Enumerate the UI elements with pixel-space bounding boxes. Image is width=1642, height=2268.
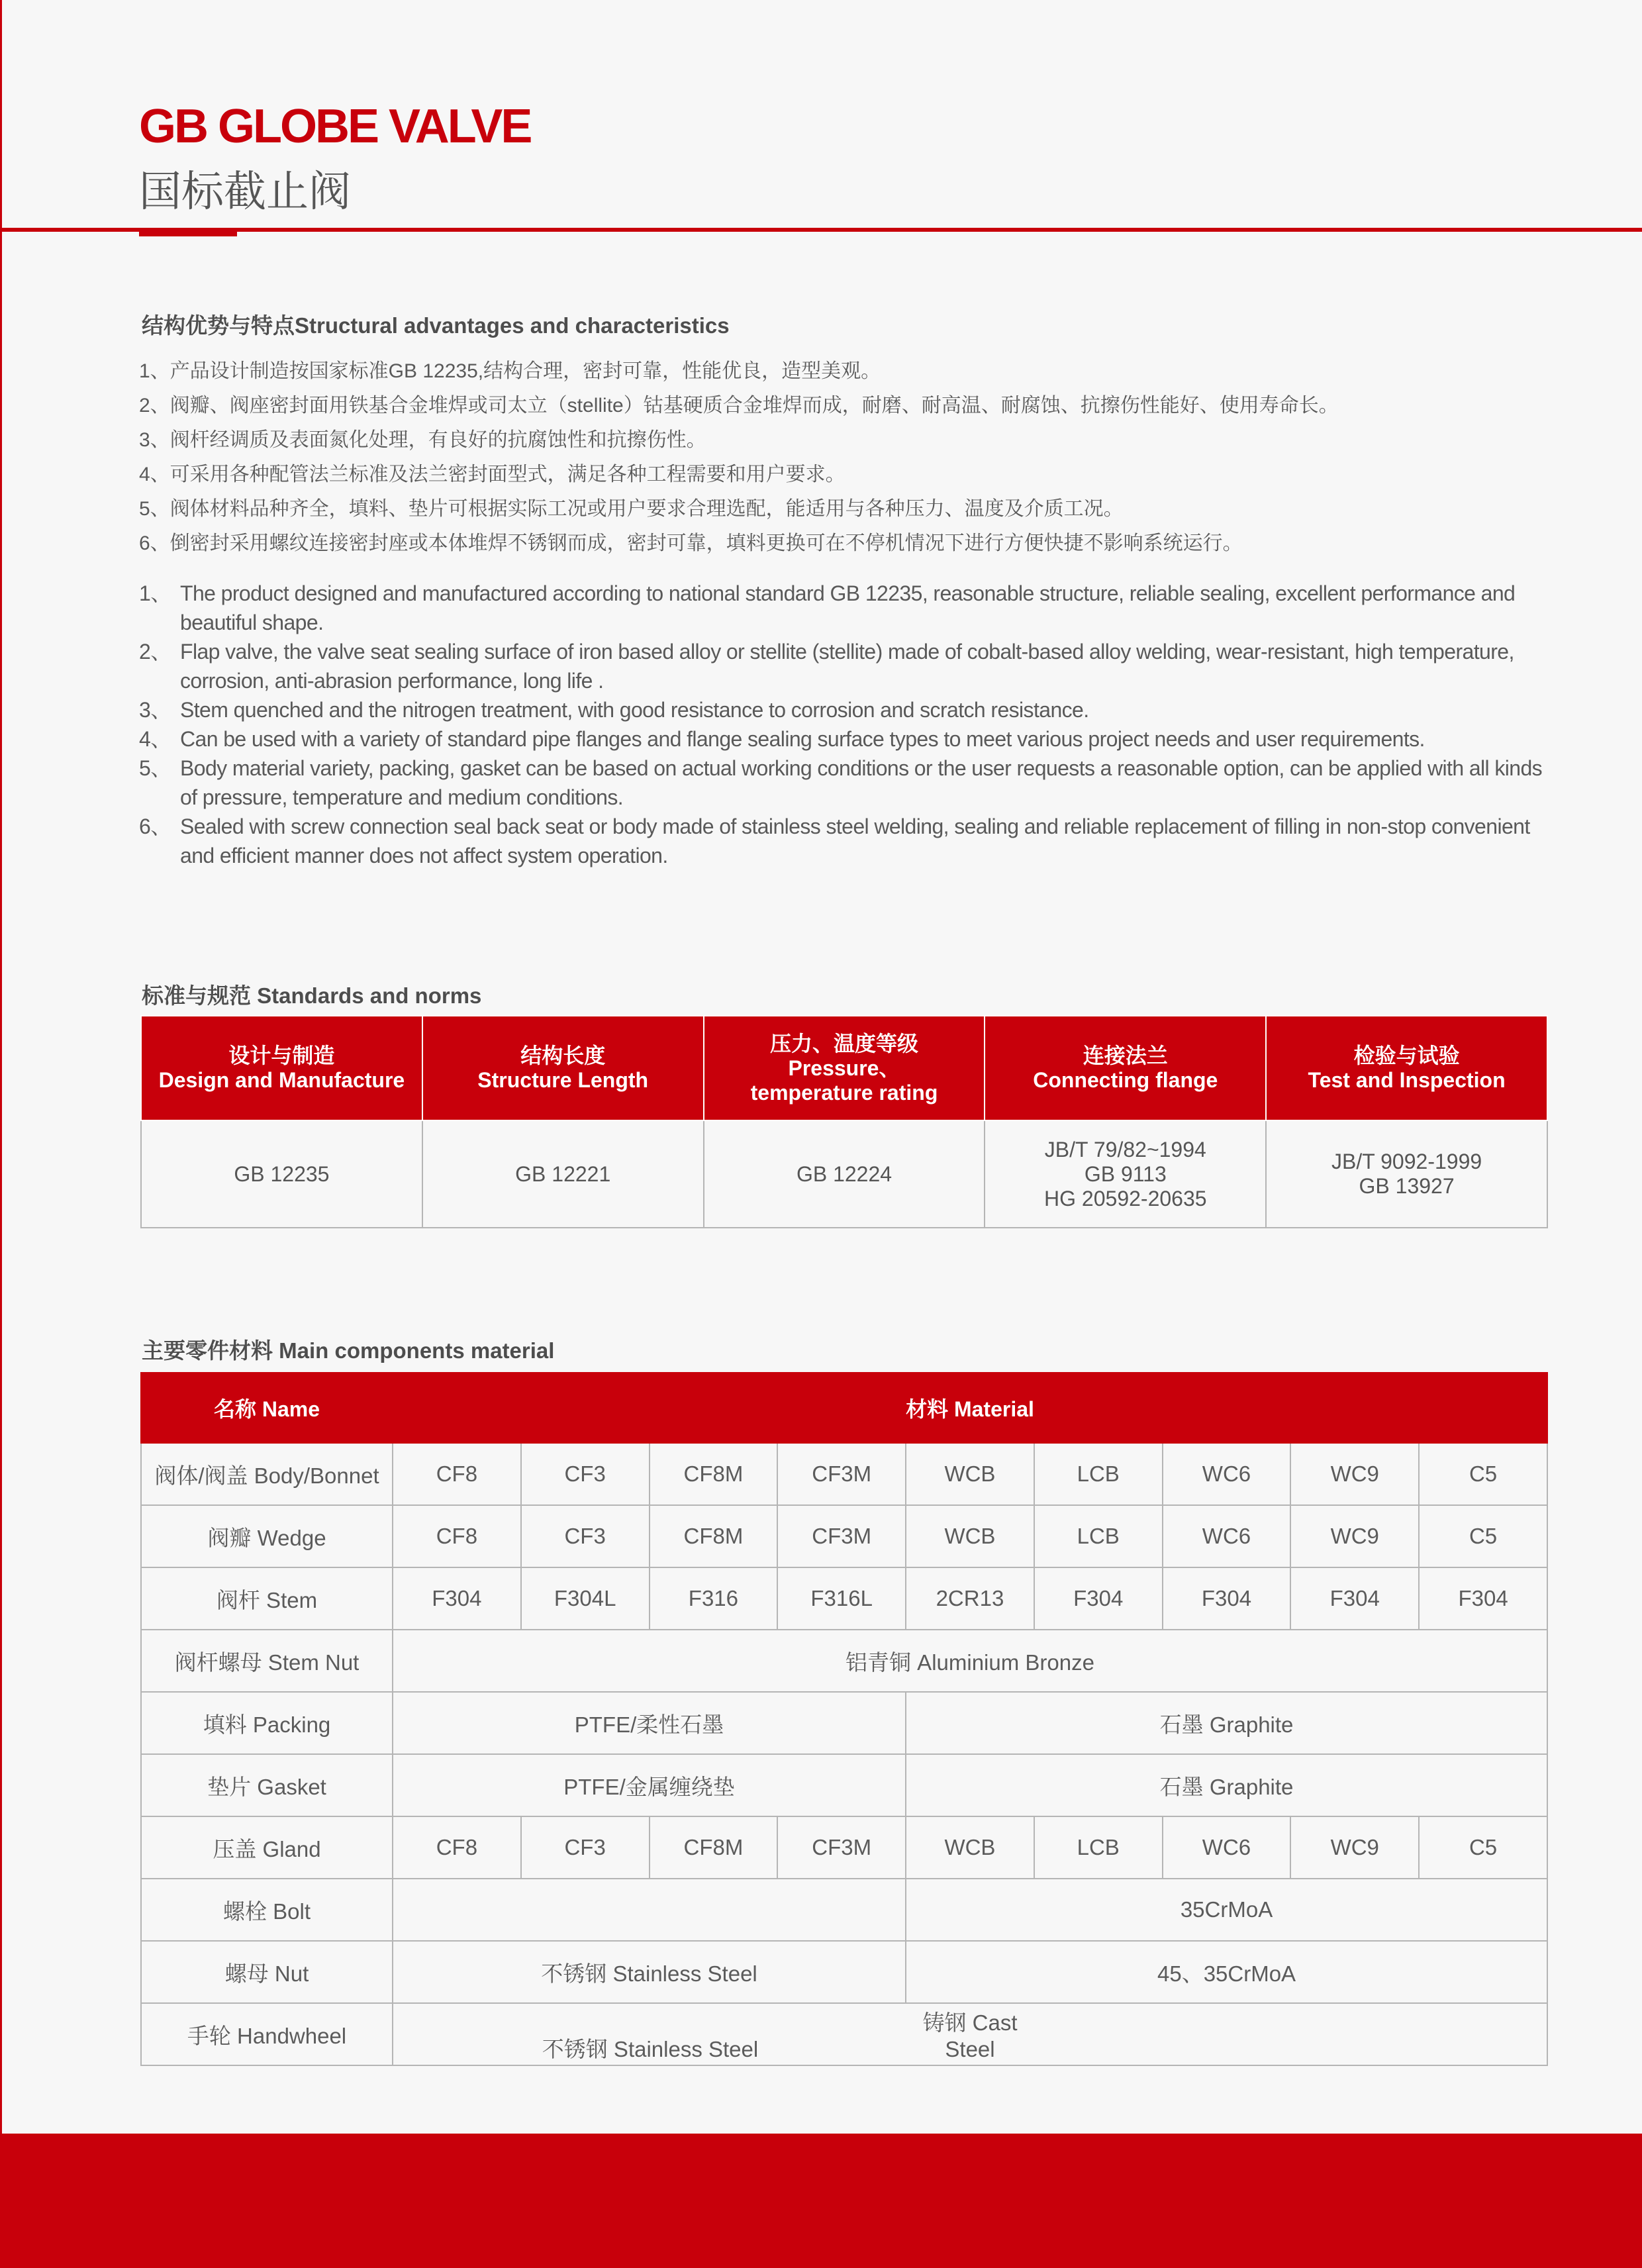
feature-en-item	[139, 724, 1549, 754]
material-cell: LCB	[1034, 1505, 1163, 1567]
feature-cn-item: 4、可采用各种配管法兰标准及法兰密封面型式，满足各种工程需要和用户要求。	[139, 464, 845, 485]
material-cell: 石墨 Graphite	[906, 1692, 1547, 1754]
item-number: 1、	[139, 581, 171, 605]
standards-table	[140, 1015, 1548, 1228]
std-value	[985, 1120, 1266, 1228]
feature-en-item	[139, 637, 1549, 695]
col-cn: 结构长度	[520, 1044, 606, 1067]
header-rule-accent	[139, 228, 237, 236]
features-heading: 结构优势与特点Structural advantages and characteristics	[142, 313, 730, 338]
material-cell: WC6	[1163, 1505, 1291, 1567]
material-cell: C5	[1419, 1505, 1547, 1567]
material-cell-empty	[393, 1879, 906, 1941]
table-row	[141, 1567, 1547, 1630]
material-cell: CF3	[521, 1505, 650, 1567]
material-cell: F304L	[521, 1567, 650, 1630]
material-cell: C5	[1419, 1443, 1547, 1505]
col-cn: 检验与试验	[1353, 1044, 1460, 1067]
material-cell: CF3M	[777, 1443, 906, 1505]
col-en: Pressure、	[788, 1056, 900, 1080]
features-en-list	[139, 579, 1549, 870]
row-label: 压盖 Gland	[141, 1816, 393, 1879]
table-row	[141, 1941, 1547, 2003]
features-cn-list	[139, 356, 1543, 563]
material-cell: CF8M	[650, 1505, 778, 1567]
item-number: 5、	[139, 756, 171, 780]
material-cell: CF8M	[650, 1443, 778, 1505]
table-row	[141, 1630, 1547, 1692]
col-en: Design and Manufacture	[158, 1068, 405, 1092]
material-cell: WC9	[1290, 1505, 1419, 1567]
table-row	[141, 1754, 1547, 1816]
material-cell: F316L	[777, 1567, 906, 1630]
std-line: HG 20592-20635	[1044, 1186, 1207, 1210]
page-subtitle-cn: 国标截止阀	[139, 168, 351, 215]
material-cell: CF8	[393, 1443, 521, 1505]
header-rule	[0, 228, 1642, 232]
material-cell: WCB	[906, 1443, 1034, 1505]
std-value: GB 12235	[141, 1120, 422, 1228]
row-label: 填料 Packing	[141, 1692, 393, 1754]
material-cell: WCB	[906, 1505, 1034, 1567]
left-border	[0, 0, 2, 2268]
std-line: JB/T 79/82~1994	[1044, 1137, 1206, 1161]
material-cell: CF3	[521, 1816, 650, 1879]
item-number: 3、	[139, 698, 171, 722]
col-en: temperature rating	[750, 1080, 938, 1105]
material-cell: WC9	[1290, 1816, 1419, 1879]
materials-heading: 主要零件材料 Main components material	[142, 1338, 555, 1363]
feature-en-item	[139, 754, 1549, 812]
handwheel-material-a: 不锈钢 Stainless Steel	[542, 2036, 759, 2061]
table-row	[141, 1692, 1547, 1754]
header-name: 名称 Name	[141, 1373, 393, 1443]
material-cell: WCB	[906, 1816, 1034, 1879]
feature-cn-item: 2、阀瓣、阀座密封面用铁基合金堆焊或司太立（stellite）钴基硬质合金堆焊而成，耐磨、耐高温、耐腐蚀、抗擦伤性能好、使用寿命长。	[139, 395, 1339, 417]
col-en: Test and Inspection	[1308, 1068, 1506, 1092]
row-label: 阀杆 Stem	[141, 1567, 393, 1630]
item-number: 6、	[139, 814, 171, 838]
feature-cn-item: 3、阀杆经调质及表面氮化处理，有良好的抗腐蚀性和抗擦伤性。	[139, 429, 706, 451]
col-en: Structure Length	[477, 1068, 649, 1092]
material-cell: LCB	[1034, 1816, 1163, 1879]
row-label: 螺栓 Bolt	[141, 1879, 393, 1941]
item-text: The product designed and manufactured according to national standard GB 12235, reasonable structure, reliable sealing, excellent performance and beautiful shape.	[180, 581, 1516, 634]
table-row	[141, 1443, 1547, 1505]
std-value	[1266, 1120, 1547, 1228]
item-text: Sealed with screw connection seal back seat or body made of stainless steel welding, sealing and reliable replacement of filling in non-stop convenient and efficient manner does not affect system operation.	[180, 814, 1530, 867]
row-label: 阀体/阀盖 Body/Bonnet	[141, 1443, 393, 1505]
feature-en-item	[139, 695, 1549, 724]
col-cn: 连接法兰	[1083, 1044, 1168, 1067]
standards-heading: 标准与规范 Standards and norms	[142, 983, 482, 1008]
material-cell: F304	[1419, 1567, 1547, 1630]
material-cell: 2CR13	[906, 1567, 1034, 1630]
material-cell: CF8	[393, 1816, 521, 1879]
material-cell: CF3M	[777, 1816, 906, 1879]
std-value: GB 12221	[422, 1120, 704, 1228]
material-cell: CF8M	[650, 1816, 778, 1879]
item-text: Can be used with a variety of standard pipe flanges and flange sealing surface types to meet various project needs and user requirements.	[180, 727, 1425, 751]
feature-cn-item: 5、阀体材料品种齐全，填料、垫片可根据实际工况或用户要求合理选配，能适用与各种压力、温度及介质工况。	[139, 498, 1124, 520]
col-cn: 设计与制造	[228, 1044, 335, 1067]
footer-band	[0, 2134, 1642, 2268]
row-label: 垫片 Gasket	[141, 1754, 393, 1816]
table-row	[141, 2003, 1547, 2065]
col-test-inspection	[1266, 1016, 1547, 1120]
material-cell: F304	[1034, 1567, 1163, 1630]
std-value: GB 12224	[704, 1120, 985, 1228]
col-pressure-temperature	[704, 1016, 985, 1120]
material-cell: C5	[1419, 1816, 1547, 1879]
material-cell: PTFE/金属缠绕垫	[393, 1754, 906, 1816]
feature-en-item	[139, 579, 1549, 637]
material-cell	[393, 2003, 1547, 2065]
col-design-manufacture	[141, 1016, 422, 1120]
feature-cn-item: 6、倒密封采用螺纹连接密封座或本体堆焊不锈钢而成，密封可靠，填料更换可在不停机情况下进行方便快捷不影响系统运行。	[139, 532, 1243, 554]
table-header-row	[141, 1016, 1547, 1120]
row-label: 阀杆螺母 Stem Nut	[141, 1630, 393, 1692]
material-cell: WC6	[1163, 1443, 1291, 1505]
row-label: 螺母 Nut	[141, 1941, 393, 2003]
col-cn: 压力、温度等级	[769, 1031, 918, 1056]
row-label: 阀瓣 Wedge	[141, 1505, 393, 1567]
feature-cn-item: 1、产品设计制造按国家标准GB 12235,结构合理，密封可靠，性能优良，造型美观。	[139, 360, 881, 382]
item-text: Stem quenched and the nitrogen treatment, with good resistance to corrosion and scratch resistance.	[180, 698, 1089, 722]
material-cell: WC6	[1163, 1816, 1291, 1879]
col-structure-length	[422, 1016, 704, 1120]
material-cell: F316	[650, 1567, 778, 1630]
handwheel-material-b: 铸钢 Cast Steel	[922, 2010, 1018, 2061]
table-row	[141, 1816, 1547, 1879]
material-cell: F304	[1290, 1567, 1419, 1630]
material-cell: 45、35CrMoA	[906, 1941, 1547, 2003]
material-cell: F304	[393, 1567, 521, 1630]
material-cell: CF3	[521, 1443, 650, 1505]
material-cell: LCB	[1034, 1443, 1163, 1505]
std-line: GB 9113	[1084, 1161, 1167, 1186]
header-material: 材料 Material	[393, 1373, 1547, 1443]
material-cell: WC9	[1290, 1443, 1419, 1505]
table-header-row	[141, 1373, 1547, 1443]
materials-table	[140, 1372, 1548, 2066]
item-text: Body material variety, packing, gasket can be based on actual working conditions or the user requests a reasonable option, can be applied with all kinds of pressure, temperature and medium conditions.	[180, 756, 1543, 809]
material-cell: 铝青铜 Aluminium Bronze	[393, 1630, 1547, 1692]
row-label: 手轮 Handwheel	[141, 2003, 393, 2065]
material-cell: 35CrMoA	[906, 1879, 1547, 1941]
page-title: GB GLOBE VALVE	[139, 100, 531, 153]
material-cell: F304	[1163, 1567, 1291, 1630]
table-row	[141, 1120, 1547, 1228]
item-number: 4、	[139, 727, 171, 751]
std-line: GB 13927	[1359, 1174, 1455, 1198]
item-text: Flap valve, the valve seat sealing surface of iron based alloy or stellite (stellite) made of cobalt-based alloy welding, wear-resistant, high temperature, corrosion, anti-abrasion performance, long life .	[180, 640, 1514, 693]
item-number: 2、	[139, 640, 171, 664]
material-cell: 石墨 Graphite	[906, 1754, 1547, 1816]
material-cell: PTFE/柔性石墨	[393, 1692, 906, 1754]
material-cell: 不锈钢 Stainless Steel	[393, 1941, 906, 2003]
col-connecting-flange	[985, 1016, 1266, 1120]
table-row	[141, 1505, 1547, 1567]
feature-en-item	[139, 812, 1549, 870]
table-row	[141, 1879, 1547, 1941]
std-line: JB/T 9092-1999	[1331, 1150, 1482, 1173]
material-cell: CF3M	[777, 1505, 906, 1567]
material-cell: CF8	[393, 1505, 521, 1567]
col-en: Connecting flange	[1033, 1068, 1218, 1092]
